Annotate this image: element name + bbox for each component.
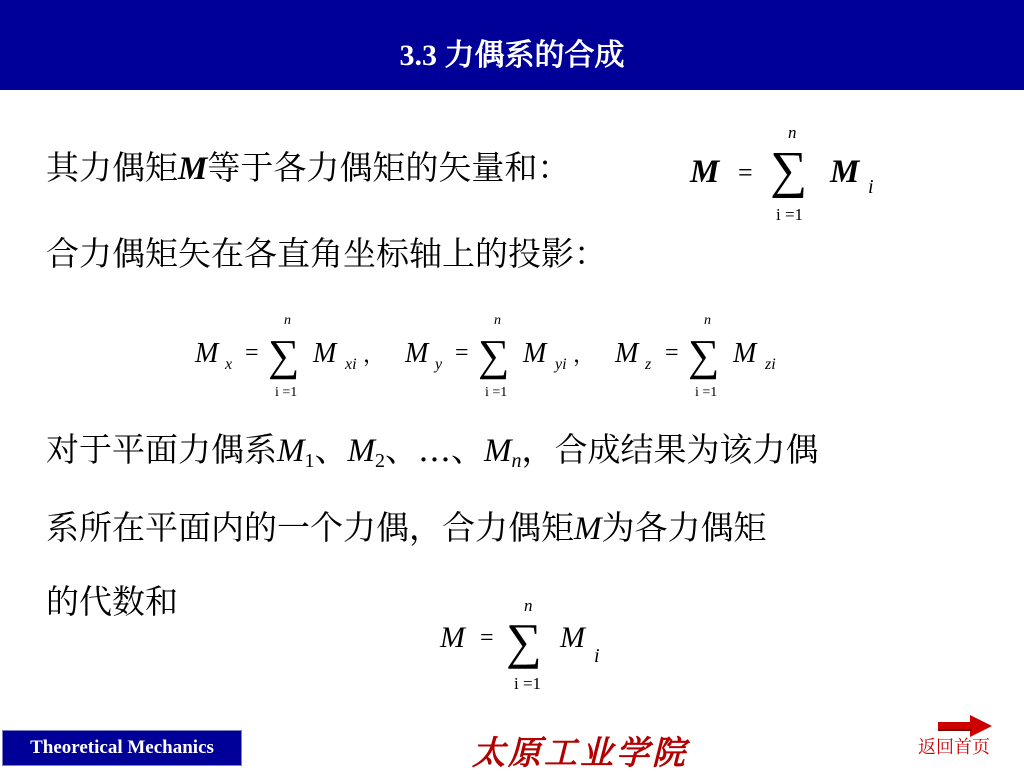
sum-formula-total [690, 120, 890, 230]
formula-lhs: M [615, 338, 639, 369]
text-segment: ，合成结果为该力偶 [521, 430, 819, 469]
equals-sign: = [245, 340, 259, 366]
formula-term: M [560, 621, 585, 654]
page-title: 3.3 力偶系的合成 [399, 39, 625, 72]
formula-lhs: M [690, 154, 720, 190]
text-segment: 等于各力偶矩的矢量和： [207, 148, 571, 187]
text-segment: 为各力偶矩 [601, 508, 767, 547]
sum-lower-limit: i =1 [695, 385, 718, 400]
course-label: Theoretical Mechanics [2, 730, 242, 766]
formula-term-subscript: zi [765, 356, 776, 373]
sum-upper-limit: n [788, 123, 797, 142]
text-line-5: 的代数和 [46, 582, 178, 621]
text-line-4 [46, 508, 767, 549]
symbol-M: M [484, 433, 512, 469]
sigma-icon: ∑ [506, 613, 542, 669]
sum-upper-limit: n [284, 313, 291, 328]
formula-term: M [523, 338, 547, 369]
equals-sign: = [455, 340, 469, 366]
text-segment: 其力偶矩 [46, 148, 178, 187]
sum-upper-limit: n [524, 596, 533, 615]
formula-term: M [313, 338, 337, 369]
subscript: 1 [304, 450, 315, 472]
home-link[interactable]: 返回首页 [918, 737, 990, 758]
sigma-icon: ∑ [268, 331, 300, 380]
sum-lower-limit: i =1 [776, 205, 804, 224]
symbol-M: M [574, 511, 602, 547]
equals-sign: = [480, 625, 494, 651]
sum-formula-plane [440, 595, 620, 695]
projection-formulas [195, 310, 795, 405]
text-line-1 [46, 148, 570, 189]
projection-y [405, 310, 605, 405]
text-segment: 、 [314, 430, 348, 469]
sigma-icon: ∑ [478, 331, 510, 380]
projection-z [615, 310, 795, 405]
title-bar [0, 0, 1024, 90]
formula-term-subscript: xi [345, 356, 357, 373]
school-logo: 太原工业学院 [472, 733, 688, 772]
formula-lhs: M [440, 621, 465, 654]
symbol-M: M [178, 151, 208, 187]
formula-term: M [733, 338, 757, 369]
text-line-3 [46, 430, 819, 481]
subscript: n [511, 450, 522, 472]
formula-lhs-subscript: x [225, 356, 233, 373]
sum-upper-limit: n [494, 313, 501, 328]
formula-term-subscript: i [868, 176, 874, 198]
text-line-2: 合力偶矩矢在各直角坐标轴上的投影： [46, 234, 607, 273]
equals-sign: = [665, 340, 679, 366]
symbol-M: M [347, 433, 375, 469]
text-segment: 系所在平面内的一个力偶，合力偶矩 [46, 508, 574, 547]
sum-lower-limit: i =1 [485, 385, 508, 400]
formula-term: M [830, 154, 860, 190]
formula-lhs: M [195, 338, 219, 369]
subscript: 2 [375, 450, 385, 472]
formula-term-subscript: i [594, 645, 600, 667]
formula-lhs-subscript: z [645, 356, 652, 373]
formula-lhs: M [405, 338, 429, 369]
sum-upper-limit: n [704, 313, 711, 328]
equals-sign: = [738, 158, 753, 187]
text-segment: 对于平面力偶系 [46, 430, 277, 469]
separator: ， [363, 342, 386, 367]
symbol-M: M [277, 433, 305, 469]
formula-term-subscript: yi [555, 356, 567, 373]
text-segment: 、…、 [385, 430, 484, 469]
sum-lower-limit: i =1 [275, 385, 298, 400]
sigma-icon: ∑ [770, 142, 808, 199]
projection-x [195, 310, 395, 405]
sigma-icon: ∑ [688, 331, 720, 380]
formula-lhs-subscript: y [435, 356, 443, 373]
separator: ， [573, 342, 596, 367]
sum-lower-limit: i =1 [514, 674, 542, 693]
